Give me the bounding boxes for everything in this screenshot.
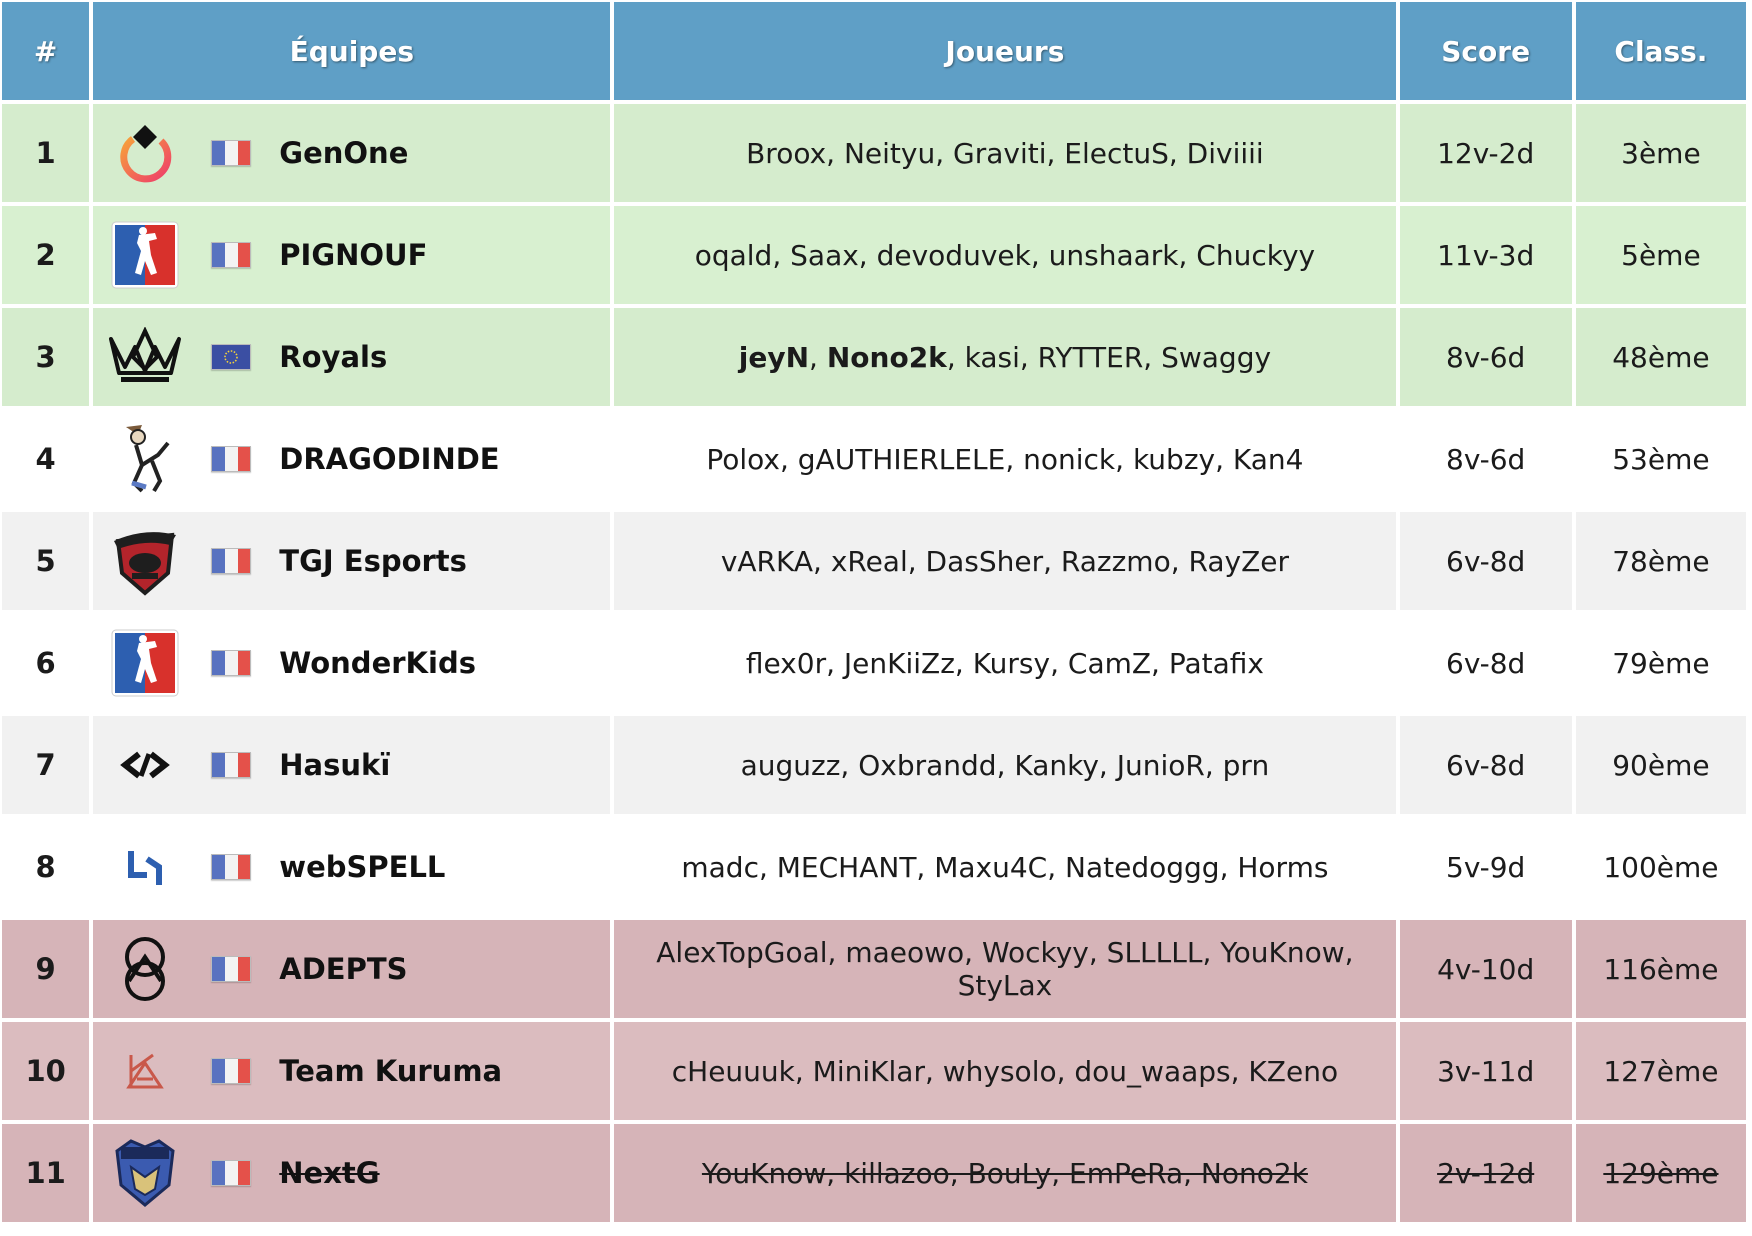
team-cell <box>93 206 610 304</box>
players-cell: YouKnow, killazoo, BouLy, EmPeRa, Nono2k <box>614 1124 1395 1222</box>
table-row <box>2 614 1746 712</box>
team-name[interactable]: Team Kuruma <box>279 1054 503 1088</box>
france-flag-icon <box>211 650 251 676</box>
team-cell <box>93 1022 610 1120</box>
team-name[interactable]: webSPELL <box>279 850 446 884</box>
france-flag-icon <box>211 1160 251 1186</box>
players-cell <box>614 920 1395 1018</box>
table-row <box>2 308 1746 406</box>
score-cell: 6v-8d <box>1400 614 1572 712</box>
team-name[interactable]: WonderKids <box>279 646 476 680</box>
team-name[interactable]: GenOne <box>279 136 409 170</box>
dragodinde-logo-icon <box>107 421 183 497</box>
team-name[interactable]: Hasukï <box>279 748 391 782</box>
score-cell: 2v-12d <box>1400 1124 1572 1222</box>
rank-cell: 6 <box>2 614 89 712</box>
class-cell: 100ème <box>1576 818 1746 916</box>
table-row <box>2 410 1746 508</box>
class-cell: 48ème <box>1576 308 1746 406</box>
table-row <box>2 818 1746 916</box>
genone-logo-icon <box>107 115 183 191</box>
kuruma-logo-icon <box>107 1033 183 1109</box>
team-name[interactable]: DRAGODINDE <box>279 442 500 476</box>
team-name[interactable]: PIGNOUF <box>279 238 428 272</box>
table-row <box>2 1022 1746 1120</box>
rank-cell: 8 <box>2 818 89 916</box>
class-cell: 5ème <box>1576 206 1746 304</box>
players-cell: flex0r, JenKiiZz, Kursy, CamZ, Patafix <box>614 614 1395 712</box>
webspell-logo-icon <box>107 829 183 905</box>
hasuki-logo-icon <box>107 727 183 803</box>
tgj-logo-icon <box>107 523 183 599</box>
players-line: StyLax <box>957 969 1053 1002</box>
class-cell: 90ème <box>1576 716 1746 814</box>
eu-flag-icon <box>211 344 251 370</box>
cs-logo-icon <box>107 217 183 293</box>
france-flag-icon <box>211 242 251 268</box>
france-flag-icon <box>211 548 251 574</box>
rank-cell: 4 <box>2 410 89 508</box>
score-cell: 3v-11d <box>1400 1022 1572 1120</box>
team-cell <box>93 716 610 814</box>
players-cell: Broox, Neityu, Graviti, ElectuS, Diviiii <box>614 104 1395 202</box>
adepts-logo-icon <box>107 931 183 1007</box>
player-name-bold: jeyN <box>738 340 810 374</box>
score-cell: 8v-6d <box>1400 410 1572 508</box>
team-name[interactable]: ADEPTS <box>279 952 408 986</box>
rank-cell: 5 <box>2 512 89 610</box>
france-flag-icon <box>211 446 251 472</box>
header-players: Joueurs <box>614 2 1395 100</box>
france-flag-icon <box>211 140 251 166</box>
score-cell: 12v-2d <box>1400 104 1572 202</box>
class-cell: 116ème <box>1576 920 1746 1018</box>
france-flag-icon <box>211 1058 251 1084</box>
france-flag-icon <box>211 752 251 778</box>
score-cell: 11v-3d <box>1400 206 1572 304</box>
rank-cell: 10 <box>2 1022 89 1120</box>
rank-cell: 9 <box>2 920 89 1018</box>
team-name[interactable]: Royals <box>279 340 388 374</box>
class-cell: 78ème <box>1576 512 1746 610</box>
nextg-logo-icon <box>107 1135 183 1211</box>
class-cell: 79ème <box>1576 614 1746 712</box>
table-row <box>2 512 1746 610</box>
team-cell <box>93 410 610 508</box>
players-cell: madc, MECHANT, Maxu4C, Natedoggg, Horms <box>614 818 1395 916</box>
team-name[interactable]: TGJ Esports <box>279 544 467 578</box>
rank-cell: 7 <box>2 716 89 814</box>
crown-logo-icon <box>107 319 183 395</box>
team-cell <box>93 818 610 916</box>
rank-cell: 1 <box>2 104 89 202</box>
rank-cell: 11 <box>2 1124 89 1222</box>
team-cell <box>93 308 610 406</box>
players-cell: jeyN, Nono2k, kasi, RYTTER, Swaggy <box>614 308 1395 406</box>
score-cell: 5v-9d <box>1400 818 1572 916</box>
score-cell: 4v-10d <box>1400 920 1572 1018</box>
table-row <box>2 920 1746 1018</box>
table-row <box>2 206 1746 304</box>
team-cell <box>93 104 610 202</box>
table-row <box>2 104 1746 202</box>
player-name-bold: Nono2k <box>826 340 947 374</box>
france-flag-icon <box>211 956 251 982</box>
players-cell: Polox, gAUTHIERLELE, nonick, kubzy, Kan4 <box>614 410 1395 508</box>
cs-logo-icon <box>107 625 183 701</box>
rank-cell: 2 <box>2 206 89 304</box>
header-teams: Équipes <box>93 2 610 100</box>
class-cell: 129ème <box>1576 1124 1746 1222</box>
team-cell <box>93 614 610 712</box>
header-class: Class. <box>1576 2 1746 100</box>
team-cell <box>93 512 610 610</box>
class-cell: 53ème <box>1576 410 1746 508</box>
table-row <box>2 716 1746 814</box>
france-flag-icon <box>211 854 251 880</box>
class-cell: 3ème <box>1576 104 1746 202</box>
score-cell: 6v-8d <box>1400 716 1572 814</box>
players-rest: kasi, RYTTER, Swaggy <box>964 340 1272 374</box>
players-cell: cHeuuuk, MiniKlar, whysolo, dou_waaps, KZeno <box>614 1022 1395 1120</box>
score-cell: 6v-8d <box>1400 512 1572 610</box>
team-name[interactable]: NextG <box>279 1156 380 1190</box>
score-cell: 8v-6d <box>1400 308 1572 406</box>
header-row <box>2 2 1746 100</box>
players-cell: vARKA, xReal, DasSher, Razzmo, RayZer <box>614 512 1395 610</box>
players-line: AlexTopGoal, maeowo, Wockyy, SLLLLL, YouKnow, <box>656 936 1354 969</box>
team-cell <box>93 1124 610 1222</box>
rank-cell: 3 <box>2 308 89 406</box>
players-cell: oqald, Saax, devoduvek, unshaark, Chuckyy <box>614 206 1395 304</box>
class-cell: 127ème <box>1576 1022 1746 1120</box>
header-score: Score <box>1400 2 1572 100</box>
team-cell <box>93 920 610 1018</box>
players-cell: auguzz, Oxbrandd, Kanky, JunioR, prn <box>614 716 1395 814</box>
header-rank: # <box>2 2 89 100</box>
table-row <box>2 1124 1746 1222</box>
